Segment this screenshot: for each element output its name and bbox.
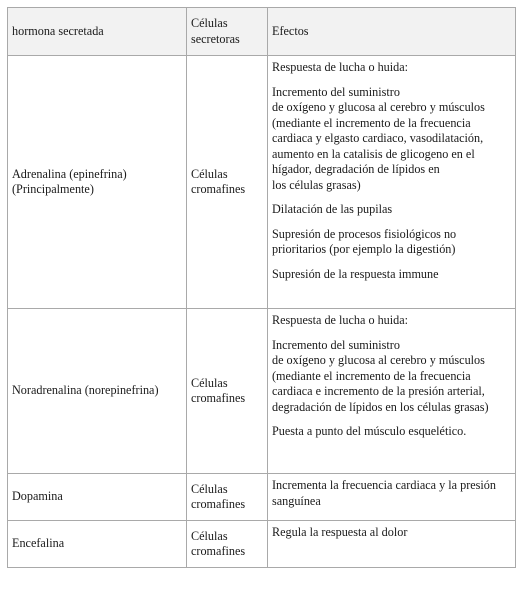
effects-cell [268,474,516,521]
header-effects: Efectos [268,8,516,56]
secretory-cells: Células cromafines [187,474,268,521]
hormone-name: Noradrenalina (norepinefrina) [8,309,187,474]
effect-item: Supresión de la respuesta immune [272,266,439,281]
effect-item: Respuesta de lucha o huida: [272,313,409,327]
effect-item: Incrementa la frecuencia cardiaca y la presión sanguínea [272,478,496,508]
hormone-name: Dopamina [8,474,187,521]
effect-item: Respuesta de lucha o huida: [272,60,409,74]
effect-item: Dilatación de las pupilas [272,202,393,216]
table-row [8,521,516,568]
effect-item: Supresión de procesos fisiológicos no prioritarios (por ejemplo la digestión) [272,226,457,256]
effects-cell [268,309,516,474]
table-row [8,309,516,474]
hormone-name: Adrenalina (epinefrina) (Principalmente) [8,56,187,309]
header-cells: Células secretoras [187,8,268,56]
header-hormone: hormona secretada [8,8,187,56]
effects-cell [268,521,516,568]
effect-item: Regula la respuesta al dolor [272,525,408,539]
secretory-cells: Células cromafines [187,309,268,474]
effect-item: Puesta a punto del músculo esquelético. [272,424,467,438]
secretory-cells: Células cromafines [187,521,268,568]
header-row [8,8,516,56]
effect-item: Incremento del suministro de oxígeno y glucosa al cerebro y músculos (mediante el incremento de la frecuencia cardiaca e incremento de la presión arterial, degradación de lípidos en los células grasas) [272,337,489,414]
table-row [8,56,516,309]
hormones-table [7,7,516,568]
effects-cell [268,56,516,309]
effect-item: Incremento del suministro de oxígeno y glucosa al cerebro y músculos (mediante el incremento de la frecuencia cardiaca y elgasto cardiaco, vasodilatación, aumento en la catalisis de glicogeno en el hígador, degradación de lípidos en los células grasas) [272,84,485,192]
hormone-name: Encefalina [8,521,187,568]
secretory-cells: Células cromafines [187,56,268,309]
table-row [8,474,516,521]
